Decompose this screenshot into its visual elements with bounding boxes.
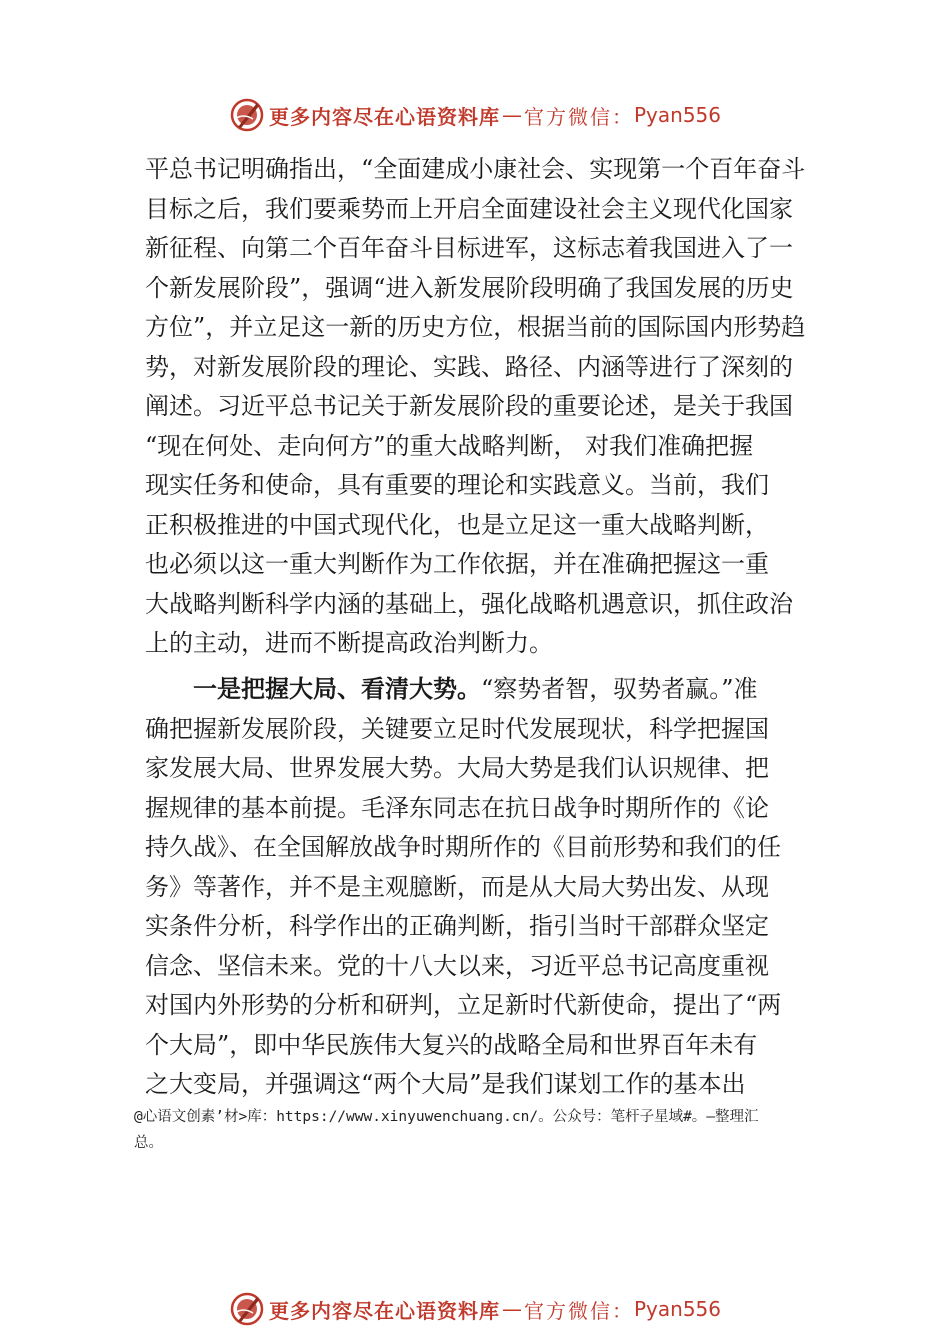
text-line: 信念、坚信未来。党的十八大以来，习近平总书记高度重视	[145, 951, 769, 980]
text-line: 平总书记明确指出，“全面建成小康社会、实现第一个百年奋斗	[145, 155, 806, 183]
quote-text: “察势者智，驭势者赢。”准	[481, 675, 758, 703]
section-lead-heading: 一是把握大局、看清大势。	[193, 675, 481, 703]
text-line: 对国内外形势的分析和研判，立足新时代新使命，提出了“两	[145, 991, 782, 1019]
text-line: 大战略判断科学内涵的基础上，强化战略机遇意识，抓住政治	[145, 589, 793, 618]
footnote-line: @心语文创素’材>库：https://www.xinyuwenchuang.cn/。公众号：笔杆子星域#。—整理汇	[134, 1109, 759, 1125]
text-line: 阐述。习近平总书记关于新发展阶段的重要论述，是关于我国	[145, 392, 793, 420]
text-line: “现在何处、走向何方”的重大战略判断， 对我们准确把握	[145, 431, 754, 460]
paragraph-2	[145, 670, 825, 1105]
banner-brand-text: 更多内容尽在心语资料库	[268, 1298, 500, 1323]
text-line: 现实任务和使命，具有重要的理论和实践意义。当前，我们	[145, 471, 769, 499]
banner-wechat-label: 官方微信：	[523, 1298, 634, 1323]
text-line: 实条件分析，科学作出的正确判断，指引当时干部群众坚定	[145, 912, 769, 940]
text-line: 目标之后，我们要乘势而上开启全面建设社会主义现代化国家	[145, 194, 793, 223]
quill-seal-logo-icon	[229, 1291, 265, 1327]
text-line: 握规律的基本前提。毛泽东同志在抗日战争时期所作的《论	[145, 793, 769, 822]
text-line: 上的主动，进而不断提高政治判断力。	[145, 629, 553, 657]
banner-wechat-id: Pyan556	[633, 1297, 721, 1321]
header-watermark-banner	[0, 95, 950, 135]
text-line: 新征程、向第二个百年奋斗目标进军，这标志着我国进入了一	[145, 234, 793, 262]
text-line: 正积极推进的中国式现代化，也是立足这一重大战略判断，	[145, 510, 769, 539]
paragraph-1	[145, 150, 825, 664]
text-line: 个新发展阶段”，强调“进入新发展阶段明确了我国发展的历史	[145, 273, 794, 302]
banner-dash: —	[501, 103, 522, 127]
source-footnote	[134, 1104, 844, 1156]
banner-wechat-label: 官方微信：	[523, 104, 634, 129]
text-line: 持久战》、在全国解放战争时期所作的《目前形势和我们的任	[145, 833, 781, 861]
banner-brand-text: 更多内容尽在心语资料库	[268, 104, 500, 129]
paragraph-2-first-line	[145, 670, 825, 710]
text-line: 家发展大局、世界发展大势。大局大势是我们认识规律、把	[145, 754, 769, 782]
footnote-line: 总。	[134, 1135, 163, 1151]
text-line: 务》等著作，并不是主观臆断，而是从大局大势出发、从现	[145, 872, 769, 901]
banner-wechat-id: Pyan556	[633, 103, 721, 127]
text-line: 个大局”，即中华民族伟大复兴的战略全局和世界百年未有	[145, 1030, 758, 1059]
banner-dash: —	[501, 1297, 522, 1321]
text-line: 也必须以这一重大判断作为工作依据，并在准确把握这一重	[145, 550, 769, 578]
text-line: 势，对新发展阶段的理论、实践、路径、内涵等进行了深刻的	[145, 352, 793, 381]
text-line: 确把握新发展阶段，关键要立足时代发展现状，科学把握国	[145, 714, 769, 743]
quill-seal-logo-icon	[229, 97, 265, 133]
footer-watermark-banner	[0, 1289, 950, 1329]
text-line: 之大变局，并强调这“两个大局”是我们谋划工作的基本出	[145, 1070, 746, 1098]
text-line: 方位”，并立足这一新的历史方位，根据当前的国际国内形势趋	[145, 313, 806, 341]
